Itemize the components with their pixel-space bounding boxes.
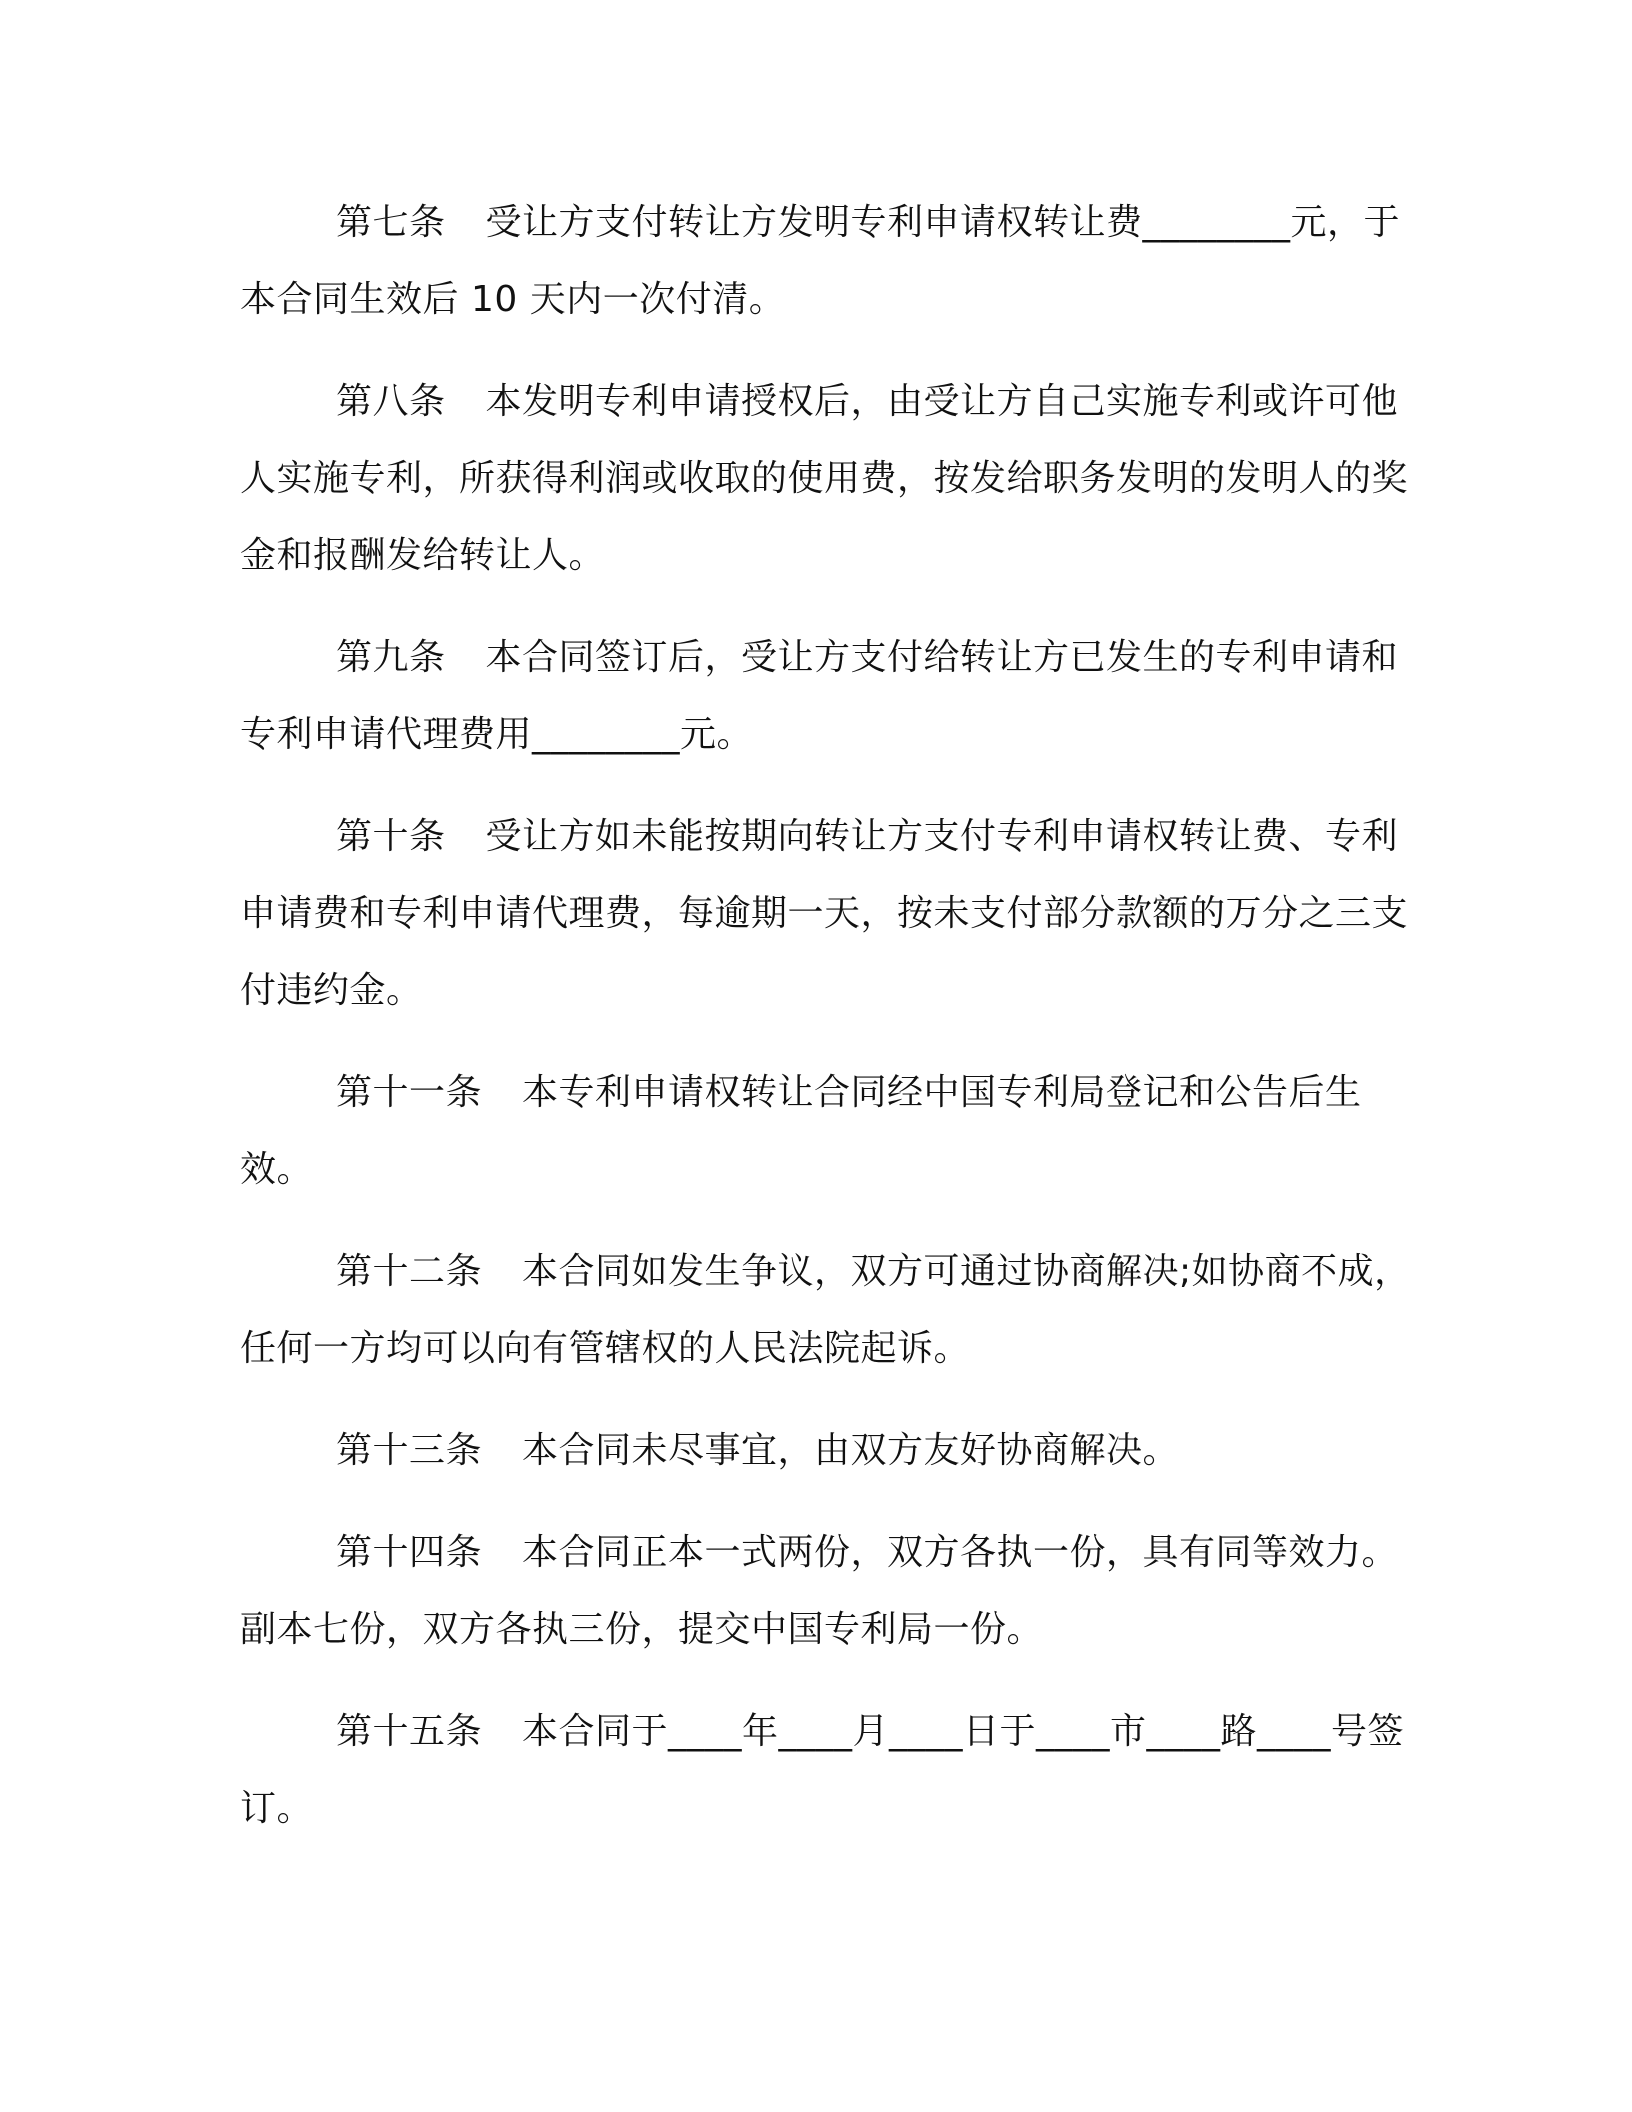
- clause-text: 本发明专利申请授权后，由受让方自己实施专利或许可他人实施专利，所获得利润或收取的使用费，按发给职务发明的发明人的奖金和报酬发给转让人。: [240, 381, 1409, 576]
- clause-15: [240, 1693, 1412, 1847]
- clause-number: 第八条: [336, 381, 446, 422]
- clause-11: [240, 1054, 1412, 1208]
- clause-number: 第十五条: [336, 1711, 483, 1752]
- clause-text: 本合同未尽事宜，由双方友好协商解决。: [522, 1430, 1180, 1471]
- clause-text: 本合同正本一式两份，双方各执一份，具有同等效力。副本七份，双方各执三份，提交中国专利局一份。: [240, 1532, 1399, 1650]
- clause-text: 受让方如未能按期向转让方支付专利申请权转让费、专利申请费和专利申请代理费，每逾期一天，按未支付部分款额的万分之三支付违约金。: [240, 816, 1409, 1011]
- clause-number: 第十二条: [336, 1251, 483, 1292]
- clause-number: 第十四条: [336, 1532, 483, 1573]
- clause-text: 受让方支付转让方发明专利申请权转让费________元，于本合同生效后 10 天内一次付清。: [240, 202, 1401, 320]
- clause-number: 第十三条: [336, 1430, 483, 1471]
- clause-12: [240, 1233, 1412, 1387]
- document-body: [240, 184, 1412, 1847]
- clause-text: 本专利申请权转让合同经中国专利局登记和公告后生效。: [240, 1072, 1362, 1190]
- clause-8: [240, 363, 1412, 594]
- clause-7: [240, 184, 1412, 338]
- clause-9: [240, 619, 1412, 773]
- clause-14: [240, 1514, 1412, 1668]
- clause-number: 第十一条: [336, 1072, 483, 1113]
- clause-text: 本合同如发生争议，双方可通过协商解决;如协商不成，任何一方均可以向有管辖权的人民法院起诉。: [240, 1251, 1411, 1369]
- clause-10: [240, 798, 1412, 1029]
- clause-number: 第十条: [336, 816, 446, 857]
- clause-13: [240, 1412, 1412, 1489]
- clause-text: 本合同于____年____月____日于____市____路____号签订。: [240, 1711, 1405, 1829]
- clause-number: 第九条: [336, 637, 446, 678]
- clause-number: 第七条: [336, 202, 446, 243]
- clause-text: 本合同签订后，受让方支付给转让方已发生的专利申请和专利申请代理费用________元。: [240, 637, 1399, 755]
